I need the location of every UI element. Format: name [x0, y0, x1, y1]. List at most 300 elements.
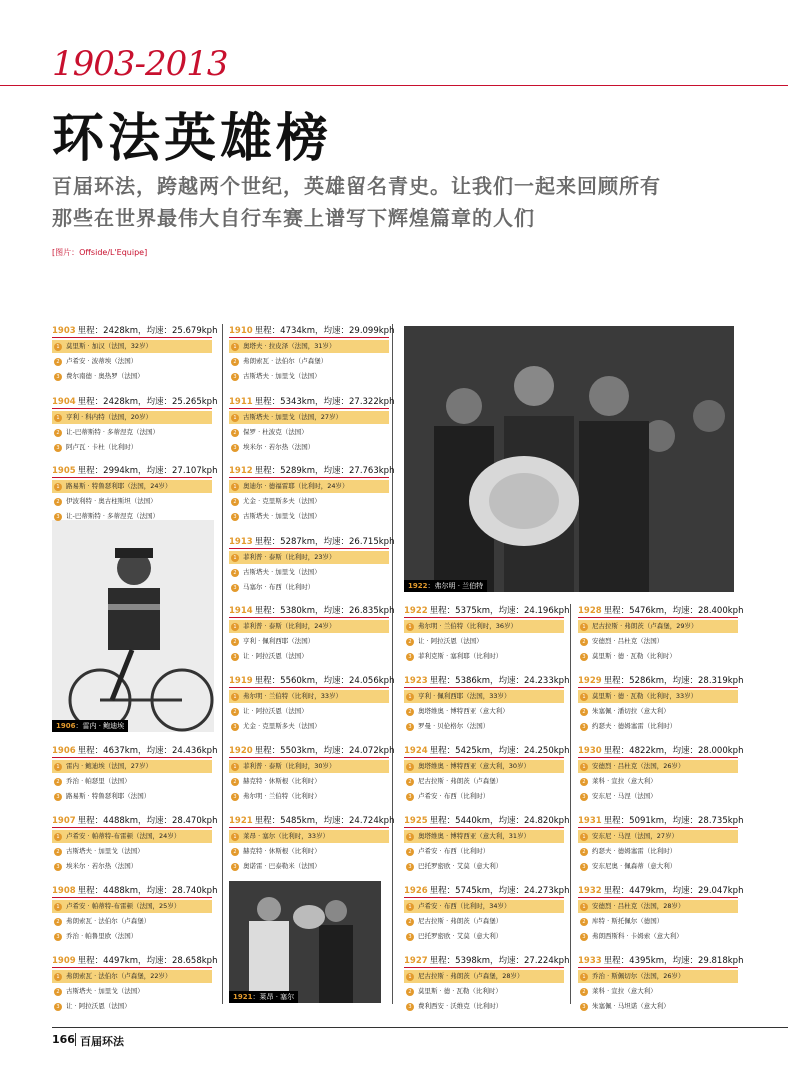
page-number: 166	[52, 1033, 75, 1046]
rank-badge-icon: 1	[231, 763, 239, 771]
podium-row	[578, 775, 738, 788]
tour-year-block	[229, 744, 395, 803]
rider-name: 亨利 · 佩利西耶（法国，33岁）	[418, 692, 511, 700]
photo-caption-name: 雷内 · 鲍迪埃	[82, 722, 125, 730]
podium-row	[578, 860, 738, 873]
podium-row	[229, 411, 389, 424]
year-label: 1908	[52, 886, 76, 896]
rider-name: 莱科 · 宣拉（意大利）	[592, 987, 657, 995]
rank-badge-icon: 2	[231, 848, 239, 856]
podium-row	[404, 845, 564, 858]
rider-name: 让 · 阿拉沃恩（法国）	[243, 652, 308, 660]
race-stats: 里程：5287km，均速：26.715kph	[254, 537, 395, 547]
race-stats: 里程：4479km，均速：29.047kph	[603, 886, 744, 896]
tour-year-block	[578, 884, 744, 943]
tour-year-block	[578, 674, 744, 733]
rank-badge-icon: 1	[231, 483, 239, 491]
tour-year-block	[52, 814, 218, 873]
year-header	[404, 674, 570, 688]
rank-badge-icon: 2	[580, 918, 588, 926]
rider-name: 古斯塔夫 · 加里戈（法国）	[243, 512, 321, 520]
year-label: 1933	[578, 956, 602, 966]
year-header	[52, 744, 218, 758]
photo-caption	[229, 991, 298, 1003]
podium-row	[578, 720, 738, 733]
year-label: 1927	[404, 956, 428, 966]
rank-badge-icon: 3	[54, 863, 62, 871]
rank-badge-icon: 1	[580, 623, 588, 631]
rider-name: 亨利 · 科内特（法国，20岁）	[66, 413, 152, 421]
rider-name: 卢希安 · 帕蒂特-布雷顿（法国，25岁）	[66, 902, 181, 910]
podium-row	[229, 441, 389, 454]
rank-badge-icon: 1	[406, 833, 414, 841]
tour-year-block	[52, 884, 218, 943]
rider-name: 莫里斯 · 加汉（法国，32岁）	[66, 342, 152, 350]
year-label: 1907	[52, 816, 76, 826]
podium-row	[229, 620, 389, 633]
tour-year-block	[229, 464, 395, 523]
year-header	[52, 464, 218, 478]
rank-badge-icon: 3	[54, 793, 62, 801]
rank-badge-icon: 3	[406, 723, 414, 731]
podium-row	[52, 845, 212, 858]
race-stats: 里程：5398km，均速：27.224kph	[429, 956, 570, 966]
rider-name: 弗朗索瓦 · 法伯尔（卢森堡）	[66, 917, 151, 925]
rider-name: 卢希安 · 布西（比利时，34岁）	[418, 902, 511, 910]
year-header	[404, 814, 570, 828]
rank-badge-icon: 1	[231, 414, 239, 422]
podium-row	[404, 790, 564, 803]
rider-name: 巴托罗密欧 · 艾莫（意大利）	[418, 862, 503, 870]
rider-name: 尼古拉斯 · 弗朗茨（卢森堡，29岁）	[592, 622, 698, 630]
podium-row	[578, 830, 738, 843]
podium-row	[404, 985, 564, 998]
rank-badge-icon: 1	[54, 973, 62, 981]
podium-row	[229, 705, 389, 718]
rider-name: 莫里斯 · 德 · 瓦勒（比利时）	[418, 987, 502, 995]
rider-name: 安东尼奥 · 佩森蒂（意大利）	[592, 862, 677, 870]
rider-name: 卢希安 · 布西（比利时）	[418, 792, 490, 800]
subtitle-line-1: 百届环法，跨越两个世纪，英雄留名青史。让我们一起来回顾所有	[52, 174, 661, 198]
rider-name: 卢希安 · 波蒂埃（法国）	[66, 357, 138, 365]
rank-badge-icon: 3	[580, 793, 588, 801]
rider-name: 路易斯 · 特鲁瑟利耶（法国）	[66, 792, 151, 800]
podium-row	[578, 915, 738, 928]
divider	[0, 85, 788, 86]
rider-name: 古斯塔夫 · 加里戈（法国）	[66, 987, 144, 995]
year-label: 1924	[404, 746, 428, 756]
tour-year-block	[229, 604, 395, 663]
rank-badge-icon: 2	[231, 358, 239, 366]
podium-row	[229, 551, 389, 564]
rider-name: 菲利克斯 · 塞利耶（比利时）	[418, 652, 503, 660]
year-header	[578, 884, 744, 898]
rank-badge-icon: 3	[231, 444, 239, 452]
year-header	[404, 884, 570, 898]
year-header	[404, 604, 570, 618]
year-label: 1928	[578, 606, 602, 616]
rank-badge-icon: 2	[54, 988, 62, 996]
year-label: 1923	[404, 676, 428, 686]
podium-row	[229, 581, 389, 594]
rider-name: 赫克特 · 休斯根（比利时）	[243, 847, 321, 855]
podium-row	[52, 495, 212, 508]
race-stats: 里程：4488km，均速：28.740kph	[77, 886, 218, 896]
rank-badge-icon: 3	[580, 863, 588, 871]
caption-separator: ：	[252, 993, 260, 1001]
podium-row	[578, 930, 738, 943]
podium-row	[229, 845, 389, 858]
year-label: 1903	[52, 326, 76, 336]
year-header	[404, 744, 570, 758]
rider-name: 安东尼 · 马涅（法国）	[592, 792, 657, 800]
rider-name: 奥塔维奥 · 博特西亚（意大利，31岁）	[418, 832, 530, 840]
rider-name: 朱塞佩 · 马坦诺（意大利）	[592, 1002, 670, 1010]
tour-year-block	[578, 954, 744, 1013]
page-title: 环法英雄榜	[52, 108, 333, 169]
rider-name: 弗尔明 · 兰伯特（比利时）	[243, 792, 321, 800]
rank-badge-icon: 2	[231, 708, 239, 716]
podium-row	[404, 930, 564, 943]
rider-name: 莫里斯 · 德 · 瓦勒（比利时，33岁）	[592, 692, 698, 700]
tour-year-block	[404, 674, 570, 733]
podium-row	[578, 1000, 738, 1013]
year-header	[578, 674, 744, 688]
year-header	[578, 814, 744, 828]
rank-badge-icon: 2	[580, 848, 588, 856]
tour-year-block	[578, 814, 744, 873]
rank-badge-icon: 1	[406, 763, 414, 771]
podium-row	[578, 845, 738, 858]
rider-name: 费尔南德 · 奥热罗（法国）	[66, 372, 144, 380]
podium-row	[578, 900, 738, 913]
rank-badge-icon: 1	[580, 833, 588, 841]
podium-row	[578, 620, 738, 633]
rider-name: 卢希安 · 布西（比利时）	[418, 847, 490, 855]
rank-badge-icon: 2	[231, 498, 239, 506]
tour-year-block	[229, 324, 395, 383]
rank-badge-icon: 1	[231, 693, 239, 701]
photo-caption-name: 弗尔明 · 兰伯特	[434, 582, 484, 590]
rank-badge-icon: 2	[54, 358, 62, 366]
podium-row	[229, 340, 389, 353]
rider-name: 奥迪尔 · 德福雷耶（比利时，24岁）	[243, 482, 349, 490]
rider-name: 巴托罗密欧 · 艾莫（意大利）	[418, 932, 503, 940]
rider-name: 让 · 阿拉沃恩（法国）	[243, 707, 308, 715]
year-label: 1931	[578, 816, 602, 826]
rider-name: 菲利普 · 泰斯（比利时，24岁）	[243, 622, 336, 630]
year-header	[578, 604, 744, 618]
year-label: 1919	[229, 676, 253, 686]
rider-name: 奥塔维奥 · 博特西亚（意大利）	[418, 707, 509, 715]
podium-row	[578, 970, 738, 983]
rank-badge-icon: 3	[580, 933, 588, 941]
rider-name: 卢希安 · 帕蒂特-布雷顿（法国，24岁）	[66, 832, 181, 840]
podium-row	[404, 830, 564, 843]
podium-row	[404, 1000, 564, 1013]
podium-row	[52, 970, 212, 983]
year-label: 1905	[52, 466, 76, 476]
rider-name: 尼古拉斯 · 弗朗茨（卢森堡）	[418, 917, 503, 925]
photo-caption	[404, 580, 487, 592]
year-header	[578, 954, 744, 968]
podium-row	[52, 510, 212, 523]
year-header	[229, 395, 395, 409]
race-stats: 里程：2428km，均速：25.265kph	[77, 397, 218, 407]
tour-year-block	[404, 744, 570, 803]
podium-row	[404, 915, 564, 928]
rank-badge-icon: 1	[54, 833, 62, 841]
rider-name: 亨利 · 佩利西耶（法国）	[243, 637, 315, 645]
rank-badge-icon: 1	[406, 903, 414, 911]
podium-row	[52, 426, 212, 439]
podium-row	[52, 411, 212, 424]
year-label: 1932	[578, 886, 602, 896]
rider-name: 埃米尔 · 若尔热（法国）	[243, 443, 315, 451]
column-divider	[392, 324, 393, 1004]
podium-row	[578, 635, 738, 648]
rider-name: 奥诺雷 · 巴泰勒米（法国）	[243, 862, 321, 870]
rider-name: 弗尔明 · 兰伯特（比利时，36岁）	[418, 622, 517, 630]
podium-row	[52, 340, 212, 353]
podium-row	[578, 705, 738, 718]
race-stats: 里程：4822km，均速：28.000kph	[603, 746, 744, 756]
year-header	[52, 324, 218, 338]
rank-badge-icon: 3	[406, 933, 414, 941]
rider-name: 尼古拉斯 · 弗朗茨（卢森堡，28岁）	[418, 972, 524, 980]
tour-year-block	[52, 744, 218, 803]
cyclist-photo-icon	[52, 520, 214, 732]
rank-badge-icon: 3	[231, 863, 239, 871]
podium-row	[578, 760, 738, 773]
podium-row	[229, 635, 389, 648]
rider-name: 马塞尔 · 布西（比利时）	[243, 583, 315, 591]
podium-row	[229, 760, 389, 773]
tour-year-block	[404, 604, 570, 663]
photo-caption-name: 莱昂 · 塞尔	[259, 993, 295, 1001]
rider-name: 费利西安 · 沃维克（比利时）	[418, 1002, 503, 1010]
rider-name: 尼古拉斯 · 弗朗茨（卢森堡）	[418, 777, 503, 785]
rider-name: 赫克特 · 休斯根（比利时）	[243, 777, 321, 785]
rider-name: 乔治 · 帕瑟里（法国）	[66, 777, 131, 785]
rider-name: 安德烈 · 吕杜克（法国，28岁）	[592, 902, 685, 910]
podium-row	[229, 480, 389, 493]
rider-name: 雷内 · 鲍迪埃（法国，27岁）	[66, 762, 152, 770]
race-stats: 里程：4395km，均速：29.818kph	[603, 956, 744, 966]
rank-badge-icon: 3	[231, 793, 239, 801]
podium-row	[52, 355, 212, 368]
race-stats: 里程：5091km，均速：28.735kph	[603, 816, 744, 826]
rank-badge-icon: 2	[406, 778, 414, 786]
tour-year-block	[52, 464, 218, 523]
podium-row	[52, 760, 212, 773]
rank-badge-icon: 3	[406, 653, 414, 661]
column-divider	[222, 324, 223, 1004]
podium-row	[229, 860, 389, 873]
rank-badge-icon: 2	[406, 918, 414, 926]
rank-badge-icon: 2	[580, 708, 588, 716]
rank-badge-icon: 3	[231, 653, 239, 661]
year-header	[229, 324, 395, 338]
rank-badge-icon: 3	[580, 1003, 588, 1011]
race-stats: 里程：5503km，均速：24.072kph	[254, 746, 395, 756]
subtitle-line-2: 那些在世界最伟大自行车赛上谱写下辉煌篇章的人们	[52, 206, 535, 230]
footer-separator	[75, 1033, 76, 1046]
podium-row	[52, 790, 212, 803]
rank-badge-icon: 1	[54, 763, 62, 771]
column-divider	[570, 604, 571, 1004]
rider-name: 菲利普 · 泰斯（比利时，23岁）	[243, 553, 336, 561]
rider-name: 弗尔明 · 兰伯特（比利时，33岁）	[243, 692, 342, 700]
podium-row	[229, 566, 389, 579]
rank-badge-icon: 2	[231, 778, 239, 786]
tour-year-block	[52, 324, 218, 383]
year-label: 1904	[52, 397, 76, 407]
podium-row	[229, 370, 389, 383]
rank-badge-icon: 3	[54, 373, 62, 381]
rank-badge-icon: 1	[406, 623, 414, 631]
podium-row	[52, 900, 212, 913]
rider-name: 弗朗西斯科 · 卡姆索（意大利）	[592, 932, 683, 940]
rider-name: 奥塔夫 · 拉皮泽（法国，31岁）	[243, 342, 336, 350]
rank-badge-icon: 1	[231, 833, 239, 841]
page-section-label: 百届环法	[80, 1035, 124, 1048]
podium-row	[52, 930, 212, 943]
rider-name: 保罗 · 杜波克（法国）	[243, 428, 308, 436]
podium-row	[52, 915, 212, 928]
podium-row	[404, 650, 564, 663]
rank-badge-icon: 1	[580, 763, 588, 771]
rider-name: 菲利普 · 泰斯（比利时，30岁）	[243, 762, 336, 770]
photo-caption	[52, 720, 128, 732]
year-label: 1909	[52, 956, 76, 966]
podium-row	[404, 690, 564, 703]
podium-row	[229, 355, 389, 368]
rider-photo-icon	[229, 881, 381, 1003]
rider-name: 古斯塔夫 · 加里戈（法国）	[66, 847, 144, 855]
rider-name: 古斯塔夫 · 加里戈（法国，27岁）	[243, 413, 342, 421]
rank-badge-icon: 1	[54, 343, 62, 351]
rank-badge-icon: 3	[231, 584, 239, 592]
rider-name: 罗曼 · 贝伦格尔（法国）	[418, 722, 490, 730]
rider-name: 安东尼 · 马涅（法国，27岁）	[592, 832, 678, 840]
rank-badge-icon: 3	[580, 723, 588, 731]
rider-name: 让 · 阿拉沃恩（法国）	[66, 1002, 131, 1010]
rank-badge-icon: 3	[54, 444, 62, 452]
footer-divider	[52, 1027, 788, 1028]
podium-row	[578, 650, 738, 663]
tour-year-block	[52, 954, 218, 1013]
rank-badge-icon: 1	[580, 903, 588, 911]
rank-badge-icon: 2	[231, 569, 239, 577]
tour-year-block	[229, 395, 395, 454]
race-stats: 里程：2428km，均速：25.679kph	[77, 326, 218, 336]
race-stats: 里程：4497km，均速：28.658kph	[77, 956, 218, 966]
podium-row	[229, 720, 389, 733]
photo-caption-year: 1921	[233, 993, 253, 1001]
tour-year-block	[404, 884, 570, 943]
rider-name: 阿卢瓦 · 卡杜（比利时）	[66, 443, 138, 451]
race-stats: 里程：4637km，均速：24.436kph	[77, 746, 218, 756]
rider-name: 安德烈 · 吕杜克（法国，26岁）	[592, 762, 685, 770]
year-label: 1926	[404, 886, 428, 896]
rank-badge-icon: 3	[406, 1003, 414, 1011]
rank-badge-icon: 3	[406, 863, 414, 871]
year-label: 1910	[229, 326, 253, 336]
rank-badge-icon: 1	[406, 973, 414, 981]
rank-badge-icon: 3	[406, 793, 414, 801]
rider-name: 路易斯 · 特鲁瑟利耶（法国，24岁）	[66, 482, 172, 490]
podium-row	[52, 441, 212, 454]
race-stats: 里程：5425km，均速：24.250kph	[429, 746, 570, 756]
podium-row	[229, 790, 389, 803]
rank-badge-icon: 2	[54, 498, 62, 506]
race-stats: 里程：5375km，均速：24.196kph	[429, 606, 570, 616]
rider-name: 莱昂 · 塞尔（比利时，33岁）	[243, 832, 329, 840]
year-label: 1913	[229, 537, 253, 547]
podium-row	[404, 775, 564, 788]
photo-caption-year: 1906	[56, 722, 76, 730]
podium-row	[404, 720, 564, 733]
rank-badge-icon: 2	[406, 988, 414, 996]
rider-name: 乔治 · 斯佩切尔（法国，26岁）	[592, 972, 685, 980]
podium-row	[404, 760, 564, 773]
rider-name: 弗朗索瓦 · 法伯尔（卢森堡）	[243, 357, 328, 365]
race-stats: 里程：5386km，均速：24.233kph	[429, 676, 570, 686]
rank-badge-icon: 3	[54, 513, 62, 521]
years-heading: 1903-2013	[52, 44, 228, 84]
subtitle	[52, 170, 752, 234]
rider-name: 莫里斯 · 德 · 瓦勒（比利时）	[592, 652, 676, 660]
race-stats: 里程：5343km，均速：27.322kph	[254, 397, 395, 407]
year-header	[229, 674, 395, 688]
tour-year-block	[229, 814, 395, 873]
rider-name: 库特 · 斯托佩尔（德国）	[592, 917, 664, 925]
podium-row	[52, 480, 212, 493]
podium-row	[52, 830, 212, 843]
rider-name: 伊波利特 · 奥古柱斯坦（法国）	[66, 497, 157, 505]
year-label: 1929	[578, 676, 602, 686]
podium-row	[404, 620, 564, 633]
rider-name: 让-巴蒂斯特 · 多蒂涅克（法国）	[66, 428, 160, 436]
photo-caption-year: 1922	[408, 582, 428, 590]
rank-badge-icon: 2	[54, 429, 62, 437]
rank-badge-icon: 2	[231, 638, 239, 646]
rank-badge-icon: 1	[580, 693, 588, 701]
rider-name: 古斯塔夫 · 加里戈（法国）	[243, 568, 321, 576]
rank-badge-icon: 1	[54, 483, 62, 491]
podium-row	[404, 900, 564, 913]
rank-badge-icon: 2	[580, 988, 588, 996]
rank-badge-icon: 1	[54, 903, 62, 911]
tour-year-block	[578, 604, 744, 663]
podium-row	[229, 495, 389, 508]
photo-1922	[404, 326, 734, 592]
year-header	[52, 814, 218, 828]
photo-credit: [图片：Offside/L'Equipe]	[52, 248, 148, 257]
rank-badge-icon: 2	[580, 638, 588, 646]
podium-photo-icon	[404, 326, 734, 592]
podium-row	[404, 860, 564, 873]
podium-row	[404, 970, 564, 983]
tour-year-block	[404, 814, 570, 873]
podium-row	[404, 635, 564, 648]
race-stats: 里程：5745km，均速：24.273kph	[429, 886, 570, 896]
rank-badge-icon: 2	[406, 638, 414, 646]
rank-badge-icon: 1	[54, 414, 62, 422]
race-stats: 里程：5380km，均速：26.835kph	[254, 606, 395, 616]
podium-row	[52, 985, 212, 998]
